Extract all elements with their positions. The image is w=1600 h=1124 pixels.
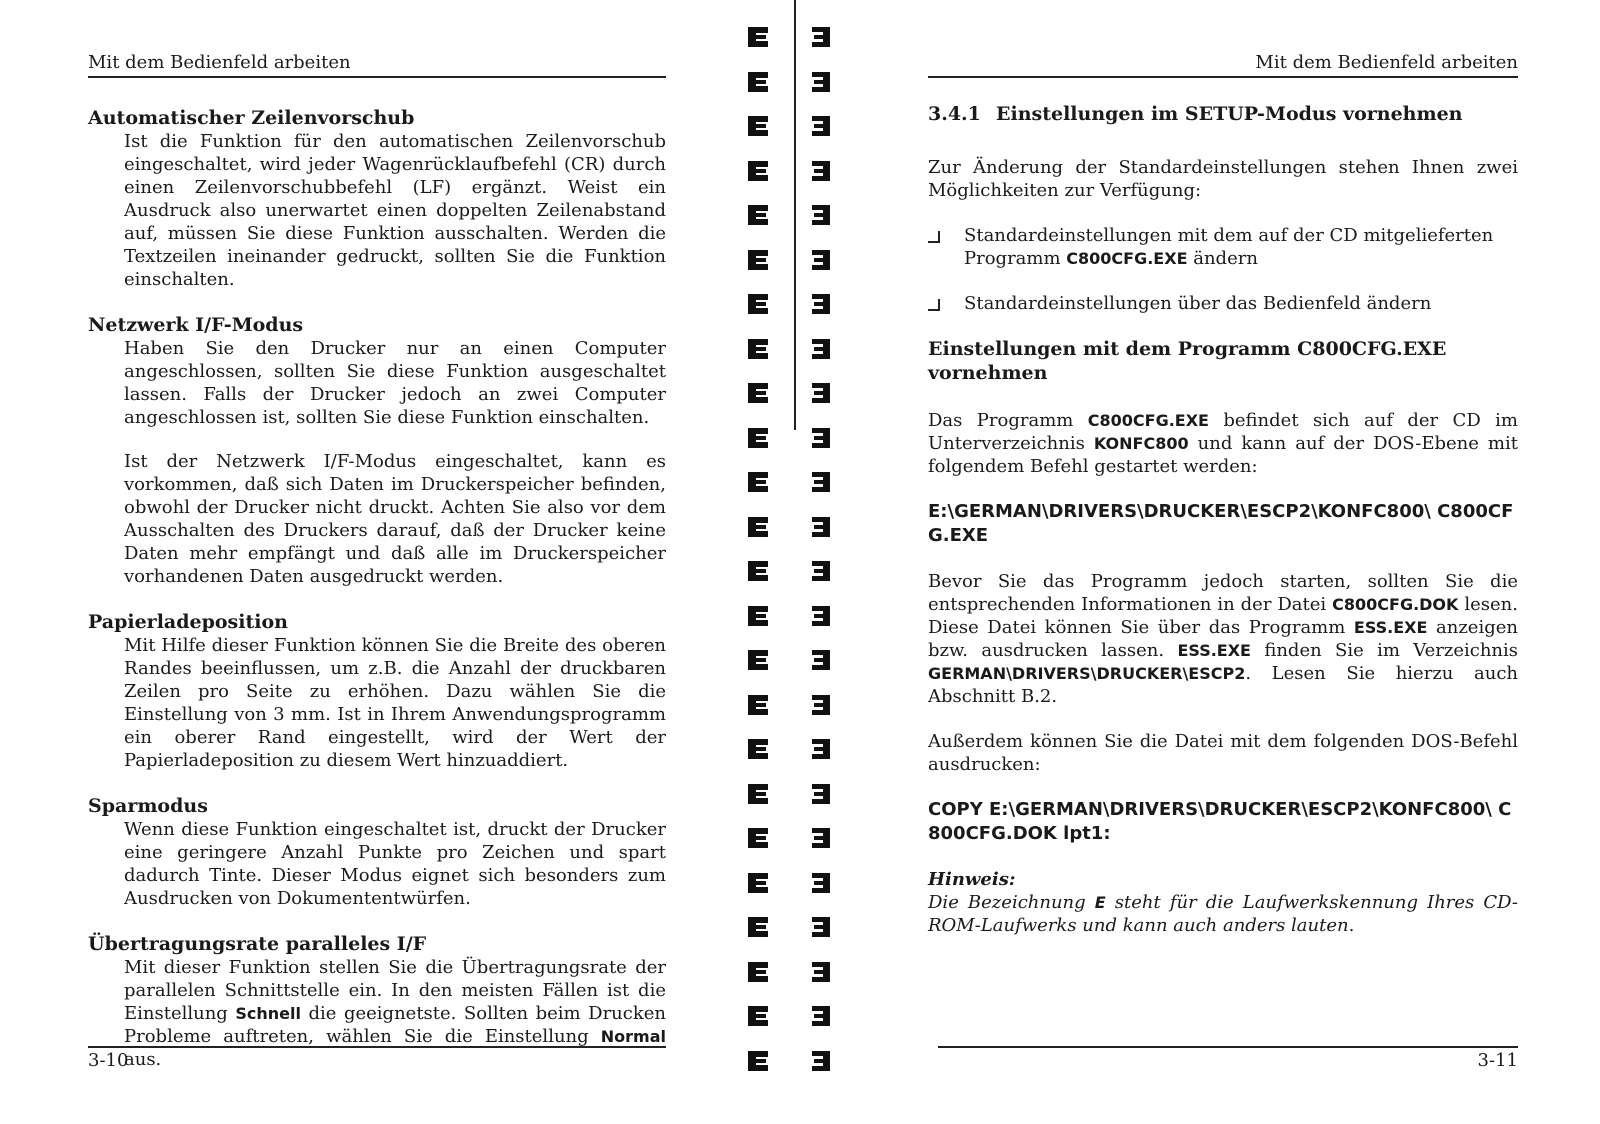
ring-right-icon (810, 202, 832, 228)
ring-left-icon (746, 247, 772, 273)
binding-ring (740, 423, 850, 453)
paragraph (124, 956, 666, 1071)
ring-right-icon (810, 425, 832, 451)
text-run: Bevor Sie das Programm jedoch starten, sollten Sie die entsprechenden Informationen in der Datei (928, 571, 1518, 615)
section-body (88, 130, 666, 291)
binding-ring (740, 823, 850, 853)
footer-rule (88, 1046, 666, 1048)
directory-name: KONFC800 (1093, 434, 1189, 453)
binding-ring (740, 1046, 850, 1076)
ring-left-icon (746, 558, 772, 584)
text-run: ändern (1187, 248, 1258, 269)
ring-left-icon (746, 825, 772, 851)
program-name: C800CFG.EXE (1087, 411, 1209, 430)
note-title: Hinweis: (928, 869, 1016, 890)
binding-ring (740, 512, 850, 542)
binding-ring (740, 111, 850, 141)
right-content (928, 102, 1518, 937)
ring-right-icon (810, 24, 832, 50)
binding-ring (740, 690, 850, 720)
paragraph: Ist die Funktion für den automatischen Zeilenvorschub eingeschaltet, wird jeder Wagenrücklaufbefehl (CR) durch einen Zeilenvorschubbefehl (LF) ergänzt. Weist ein Ausdruck also unerwartet einen doppelten Zeilenabstand auf, müssen Sie diese Funktion ausschalten. Werden die Textzeilen ineinander gedruckt, sollten Sie die Funktion einschalten. (124, 131, 666, 290)
text-run: Standardeinstellungen mit dem auf der CD mitgelieferten Programm (964, 225, 1494, 269)
paragraph (928, 409, 1518, 478)
ring-left-icon (746, 69, 772, 95)
ring-right-icon (810, 692, 832, 718)
right-page (928, 0, 1518, 1124)
section-transfer-rate (88, 932, 666, 1071)
binding-ring (740, 912, 850, 942)
ring-left-icon (746, 914, 772, 940)
command-path: E:\GERMAN\DRIVERS\DRUCKER\ESCP2\KONFC800\ C800CFG.EXE (928, 501, 1514, 546)
ring-left-icon (746, 291, 772, 317)
ring-left-icon (746, 514, 772, 540)
ring-left-icon (746, 736, 772, 762)
ring-right-icon (810, 1048, 832, 1074)
paragraph: Wenn diese Funktion eingeschaltet ist, druckt der Drucker eine geringere Anzahl Punkte pro Zeichen und spart dadurch Tinte. Dieser Modus eignet sich besonders zum Ausdrucken von Dokumententwürfen. (124, 819, 666, 909)
ring-left-icon (746, 1048, 772, 1074)
ring-right-icon (810, 291, 832, 317)
paragraph (928, 570, 1518, 708)
section-heading (928, 102, 1518, 126)
binding-ring (740, 556, 850, 586)
binding-ring (740, 245, 850, 275)
binding-ring (740, 156, 850, 186)
ring-right-icon (810, 1003, 832, 1029)
binding-ring (740, 289, 850, 319)
ring-right-icon (810, 603, 832, 629)
text-run: und kann auf der DOS-Ebene mit folgendem Befehl gestartet werden: (928, 433, 1518, 477)
ring-left-icon (746, 158, 772, 184)
list-item-text (964, 224, 1518, 270)
page-number: 3-11 (1477, 1050, 1518, 1071)
binding-ring (740, 645, 850, 675)
ring-left-icon (746, 469, 772, 495)
section-body (88, 956, 666, 1071)
text-run: . Lesen Sie hierzu auch Abschnitt B.2. (928, 663, 1518, 707)
binding-ring (740, 67, 850, 97)
ring-right-icon (810, 558, 832, 584)
binding-ring (740, 779, 850, 809)
text-run: Das Programm (928, 410, 1088, 431)
checkbox-bullet-icon (928, 299, 940, 311)
text-run: Mit dieser Funktion stellen Sie die Übertragungsrate der parallelen Schnittstelle ein. In den meisten Fällen ist die Einstellung (124, 957, 666, 1024)
section-network-if (88, 313, 666, 588)
program-name: C800CFG.EXE (1066, 249, 1188, 268)
text-run: befindet sich auf der CD im Unterverzeichnis (928, 410, 1518, 454)
setting-value-normal: Normal (600, 1027, 666, 1046)
text-run: finden Sie im Verzeichnis (1250, 640, 1519, 661)
section-body (88, 634, 666, 772)
options-list (928, 224, 1518, 315)
section-title: Netzwerk I/F-Modus (88, 314, 304, 336)
ring-right-icon (810, 158, 832, 184)
ring-right-icon (810, 469, 832, 495)
text-run: steht für die Laufwerkskennung Ihres CD-ROM-Laufwerks und kann auch anders lauten. (928, 892, 1518, 936)
binding-ring (740, 467, 850, 497)
ring-right-icon (810, 247, 832, 273)
right-running-head: Mit dem Bedienfeld arbeiten (928, 52, 1518, 78)
binding-ring (740, 378, 850, 408)
section-title: Automatischer Zeilenvorschub (88, 107, 415, 129)
binding-ring (740, 200, 850, 230)
program-name: ESS.EXE (1177, 641, 1251, 660)
section-number: 3.4.1 (928, 103, 981, 125)
list-item (928, 224, 1518, 270)
ring-left-icon (746, 959, 772, 985)
paragraph: Mit Hilfe dieser Funktion können Sie die Breite des oberen Randes beeinflussen, um z.B. die Anzahl der druckbaren Zeilen pro Seite zu erhöhen. Dazu wählen Sie die Einstellung von 3 mm. Ist in Ihrem Anwendungsprogramm ein oberer Rand eingestellt, wird der Wert der Papierladeposition zu diesem Wert hinzuaddiert. (124, 635, 666, 771)
directory-name: GERMAN\DRIVERS\DRUCKER\ESCP2 (928, 664, 1246, 683)
ring-right-icon (810, 69, 832, 95)
section-economy-mode (88, 794, 666, 910)
binding-ring (740, 601, 850, 631)
note-body (928, 891, 1518, 937)
ring-left-icon (746, 202, 772, 228)
paragraph: Haben Sie den Drucker nur an einen Computer angeschlossen, sollten Sie diese Funktion ausgeschaltet lassen. Falls der Drucker jedoch an zwei Computer angeschlossen ist, sollten Sie diese Funktion einschalten. (124, 338, 666, 428)
ring-left-icon (746, 692, 772, 718)
binding-ring (740, 957, 850, 987)
ring-left-icon (746, 425, 772, 451)
binding-ring (740, 334, 850, 364)
text-run: aus. (124, 1049, 162, 1070)
ring-left-icon (746, 336, 772, 362)
text-run: lesen. Diese Datei können Sie über das Programm (928, 594, 1518, 638)
ring-right-icon (810, 514, 832, 540)
page-number: 3-10 (88, 1050, 129, 1071)
command-path: COPY E:\GERMAN\DRIVERS\DRUCKER\ESCP2\KONFC800\ C800CFG.DOK lpt1: (928, 799, 1512, 844)
footer-rule (938, 1046, 1518, 1048)
ring-left-icon (746, 113, 772, 139)
section-body (88, 818, 666, 910)
list-item (928, 292, 1518, 315)
ring-right-icon (810, 959, 832, 985)
ring-right-icon (810, 647, 832, 673)
checkbox-bullet-icon (928, 231, 940, 243)
section-title: Papierladeposition (88, 611, 288, 633)
text-run: Die Bezeichnung (928, 892, 1095, 913)
ring-right-icon (810, 380, 832, 406)
program-name: ESS.EXE (1353, 618, 1428, 637)
ring-left-icon (746, 870, 772, 896)
paragraph: Ist der Netzwerk I/F-Modus eingeschaltet, kann es vorkommen, daß sich Daten im Druckerspeicher befinden, obwohl der Drucker nicht druckt. Achten Sie also vor dem Ausschalten des Druckers darauf, daß der Drucker keine Daten mehr empfängt und daß alle im Druckerspeicher vorhandenen Daten ausgedruckt werden. (124, 451, 666, 587)
left-running-head: Mit dem Bedienfeld arbeiten (88, 52, 666, 78)
text-run: anzeigen bzw. ausdrucken lassen. (928, 617, 1518, 661)
binding-ring (740, 868, 850, 898)
drive-letter: E (1094, 893, 1106, 912)
section-heading-text: Einstellungen im SETUP-Modus vornehmen (996, 103, 1463, 125)
ring-left-icon (746, 603, 772, 629)
setting-value-fast: Schnell (235, 1004, 301, 1023)
ring-right-icon (810, 336, 832, 362)
section-auto-linefeed (88, 106, 666, 291)
ring-right-icon (810, 113, 832, 139)
ring-left-icon (746, 647, 772, 673)
binding-ring (740, 734, 850, 764)
list-item-text: Standardeinstellungen über das Bedienfeld ändern (964, 293, 1432, 314)
ring-right-icon (810, 914, 832, 940)
ring-right-icon (810, 825, 832, 851)
paragraph: Außerdem können Sie die Datei mit dem folgenden DOS-Befehl ausdrucken: (928, 731, 1518, 775)
ring-left-icon (746, 380, 772, 406)
ring-right-icon (810, 736, 832, 762)
left-content (88, 106, 666, 1093)
section-body (88, 337, 666, 588)
ring-right-icon (810, 781, 832, 807)
intro-paragraph: Zur Änderung der Standardeinstellungen stehen Ihnen zwei Möglichkeiten zur Verfügung: (928, 157, 1518, 201)
section-paper-load-position (88, 610, 666, 772)
ring-left-icon (746, 1003, 772, 1029)
binding-ring (740, 1001, 850, 1031)
section-title: Sparmodus (88, 795, 208, 817)
section-title: Übertragungsrate paralleles I/F (88, 933, 427, 955)
ring-left-icon (746, 781, 772, 807)
text-run: die geeignetste. Sollten beim Drucken Probleme auftreten, wählen Sie die Einstellung (124, 1003, 666, 1047)
ring-right-icon (810, 870, 832, 896)
ring-left-icon (746, 24, 772, 50)
left-page (88, 0, 666, 1124)
spiral-binding (740, 0, 850, 1124)
subheading: Einstellungen mit dem Programm C800CFG.EXE vornehmen (928, 338, 1447, 384)
binding-ring (740, 22, 850, 52)
file-name: C800CFG.DOK (1332, 595, 1459, 614)
